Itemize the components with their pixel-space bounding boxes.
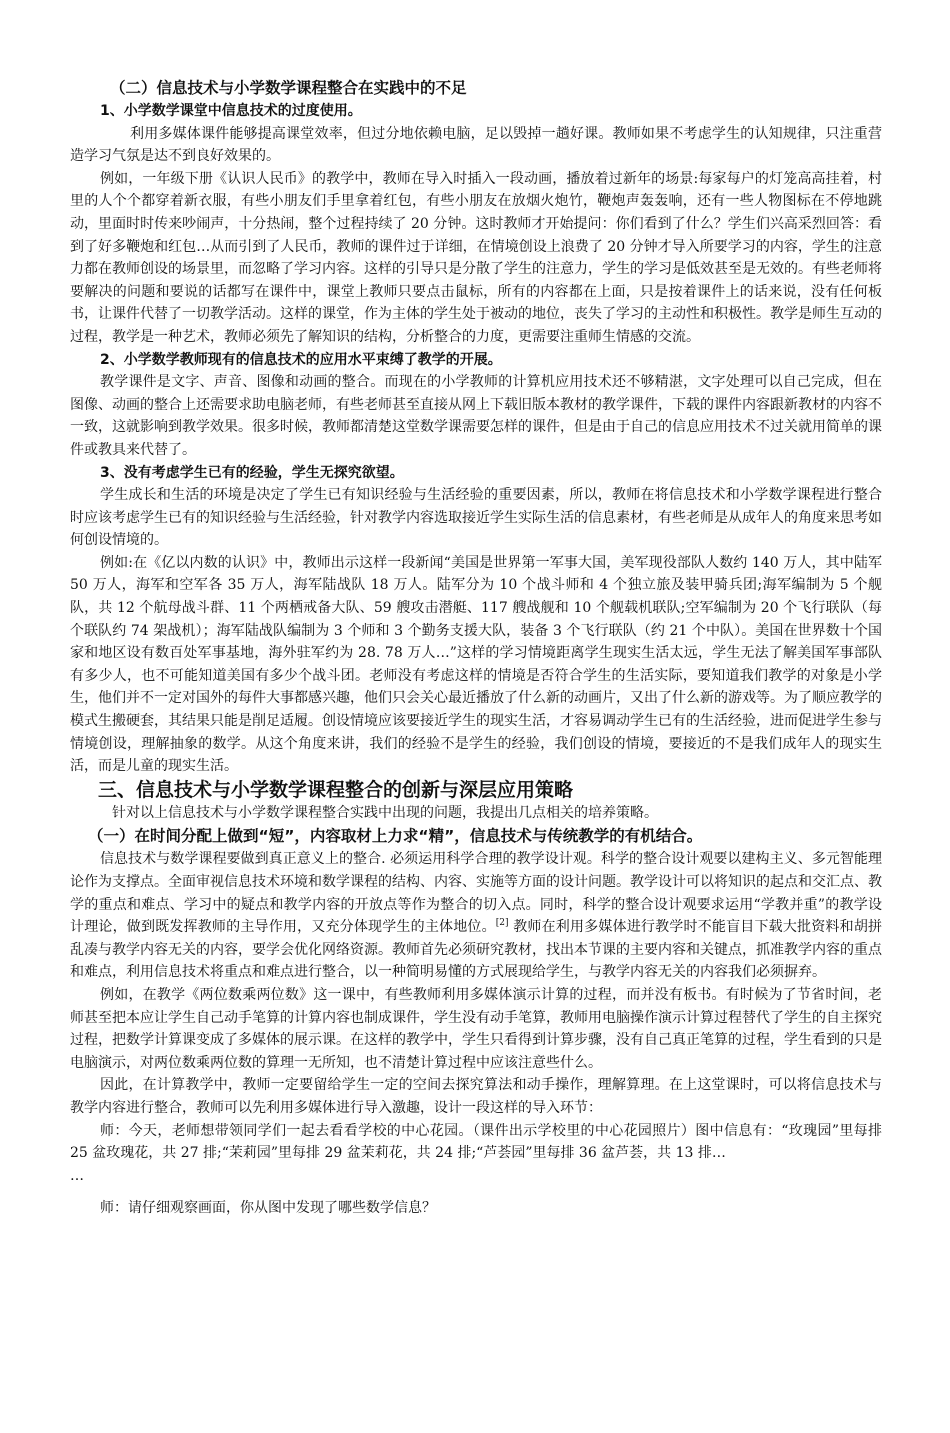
paragraph: 师：请仔细观察画面，你从图中发现了哪些数学信息？ [100,1200,436,1217]
section-heading: （二）信息技术与小学数学课程整合在实践中的不足 [110,79,467,97]
paragraph: 例如:在《亿以内数的认识》中，教师出示这样一段新闻“美国是世界第一军事大国，美军现役部队人数约 140 万人，其中陆军 50 万人，海军和空军各 35 万人，海军陆战队 18 万人。陆军分为 10 个战斗师和 4 个独立旅及装甲骑兵团;海军编制为 5 个舰队，共 12 个航母战斗群、11 个两栖戒备大队、59 艘攻击潜艇、117 艘战舰和 10 个舰载机联队;空军编制为 20 个飞行联队（每个联队约 74 架战机）；海军陆战队编制为 3 个师和 3 个勤务支援大队，装备 3 个飞行联队（约 21 个中队）。美国在世界数十个国家和地区设有数百处军事基地，海外驻军约为 28. 78 万人…”这样的学习情境距离学生现实生活太远，学生无法了解美国军事部队有多少人，也不可能知道美国有多少个战斗团。老师没有考虑这样的情境是否符合学生的生活实际，要知道我们教学的对象是小学生，他们并不一定对国外的每件大事都感兴趣，他们只会关心最近播放了什么新的动画片，又出了什么新的游戏等。为了顺应教学的模式生搬硬套，其结果只能是削足适履。创设情境应该要接近学生的现实生活，才容易调动学生已有的生活经验，进而促进学生参与情境创设，理解抽象的数学。从这个角度来讲，我们的经验不是学生的经验，我们创设的情境，要接近的不是我们成年人的现实生活，而是儿童的现实生活。 [70,554,882,775]
chapter-heading: 三、信息技术与小学数学课程整合的创新与深层应用策略 [98,778,574,801]
paragraph-text: 信息技术与数学课程要做到真正意义上的整合. 必须运用科学合理的教学设计观。科学的整合设计观要以建构主义、多元智能理论作为支撑点。全面审视信息技术环境和数学课程的结构、内容、实施等方面的设计问题。教学设计可以将知识的起点和交汇点、教学的重点和难点、学习中的疑点和教学内容的开放点等作为整合的切入点。同时，科学的整合设计观要求运用“学教并重”的教学设计理论，做到既发挥教师的主导作用，又充分体现学生的主体地位。 [70,851,882,936]
paragraph: 师：今天，老师想带领同学们一起去看看学校的中心花园。（课件出示学校里的中心花园照片）图中信息有：“玫瑰园”里每排 25 盆玫瑰花，共 27 排;“茉莉园”里每排 29 盆茉莉花，共 24 排;“芦荟园”里每排 36 盆芦荟，共 13 排… … [70,1122,882,1184]
section-heading: （一）在时间分配上做到“短”，内容取材上力求“精”，信息技术与传统教学的有机结合。 [88,827,703,846]
paragraph: 利用多媒体课件能够提高课堂效率，但过分地依赖电脑，足以毁掉一趟好课。教师如果不考虑学生的认知规律，只注重营造学习气氛是达不到良好效果的。 [70,125,882,165]
subsection-heading: 2、小学数学教师现有的信息技术的应用水平束缚了教学的开展。 [100,351,502,368]
paragraph: 因此，在计算教学中，教师一定要留给学生一定的空间去探究算法和动手操作，理解算理。在上这堂课时，可以将信息技术与教学内容进行整合，教师可以先利用多媒体进行导入激趣，设计一段这样的导入环节： [70,1077,882,1116]
citation-ref: [2] [495,918,509,929]
paragraph: 针对以上信息技术与小学数学课程整合实践中出现的问题，我提出几点相关的培养策略。 [112,804,658,821]
paragraph: 学生成长和生活的环境是决定了学生已有知识经验与生活经验的重要因素，所以，教师在将信息技术和小学数学课程进行整合时应该考虑学生已有的知识经验与生活经验，针对教学内容选取接近学生实际生活的信息素材，有些老师是从成年人的角度来思考如何创设情境的。 [70,487,882,549]
subsection-heading: 1、小学数学课堂中信息技术的过度使用。 [100,103,362,119]
paragraph: 教学课件是文字、声音、图像和动画的整合。而现在的小学教师的计算机应用技术还不够精湛，文字处理可以自己完成，但在图像、动画的整合上还需要求助电脑老师，有些老师甚至直接从网上下载旧版本教材的教学课件，下载的课件内容跟新教材的内容不一致，这就影响到教学效果。很多时候，教师都清楚这堂数学课需要怎样的课件，但是由于自己的信息应用技术不过关就用简单的课件或教具来代替了。 [70,374,882,458]
paragraph-text: 教师在利用多媒体进行教学时不能盲目下载大批资料和胡拼乱凑与教学内容无关的内容，要学会优化网络资源。教师首先必须研究教材，找出本节课的主要内容和关键点，抓准教学内容的重点和难点，利用信息技术将重点和难点进行整合，以一种简明易懂的方式展现给学生，与教学内容无关的内容我们必须摒弃。 [70,919,883,981]
paragraph: 例如，在教学《两位数乘两位数》这一课中，有些教师利用多媒体演示计算的过程，而并没有板书。有时候为了节省时间，老师甚至把本应让学生自己动手笔算的计算内容也制成课件，学生没有动手笔算，教师用电脑操作演示计算过程替代了学生的自主探究过程，把数学计算课变成了多媒体的展示课。在这样的教学中，学生只看得到计算步骤，没有自己真正笔算的过程，学生看到的只是电脑演示，对两位数乘两位数的算理一无所知，也不清楚计算过程中应该注意些什么。 [70,986,882,1071]
subsection-heading: 3、没有考虑学生已有的经验，学生无探究欲望。 [100,464,404,481]
paragraph [70,848,882,984]
document-page [70,76,882,1220]
paragraph: 例如，一年级下册《认识人民币》的教学中，教师在导入时插入一段动画，播放着过新年的场景:每家每户的灯笼高高挂着，村里的人个个都穿着新衣服，有些小朋友们手里拿着红包，有些小朋友在放烟火炮竹，鞭炮声轰轰响，还有一些人物图标在不停地跳动，里面时时传来吵闹声，十分热闹，整个过程持续了 20 分钟。这时教师才开始提问：你们看到了什么？学生们兴高采烈回答：看到了好多鞭炮和红包…从而引到了人民币，教师的课件过于详细，在情境创设上浪费了 20 分钟才导入所要学习的内容，学生的注意力都在教师创设的场景里，而忽略了学习内容。这样的引导只是分散了学生的注意力，学生的学习是低效甚至是无效的。有些老师将要解决的问题和要说的话都写在课件中，课堂上教师只要点击鼠标，所有的内容都在上面，只是按着课件上的话来说，没有任何板书，让课件代替了一切教学活动。这样的课堂，作为主体的学生处于被动的地位，丧失了学习的主动性和积极性。教学是师生互动的过程，教学是一种艺术，教师必须先了解知识的结构，分析整合的力度，更需要注重师生情感的交流。 [70,170,882,345]
